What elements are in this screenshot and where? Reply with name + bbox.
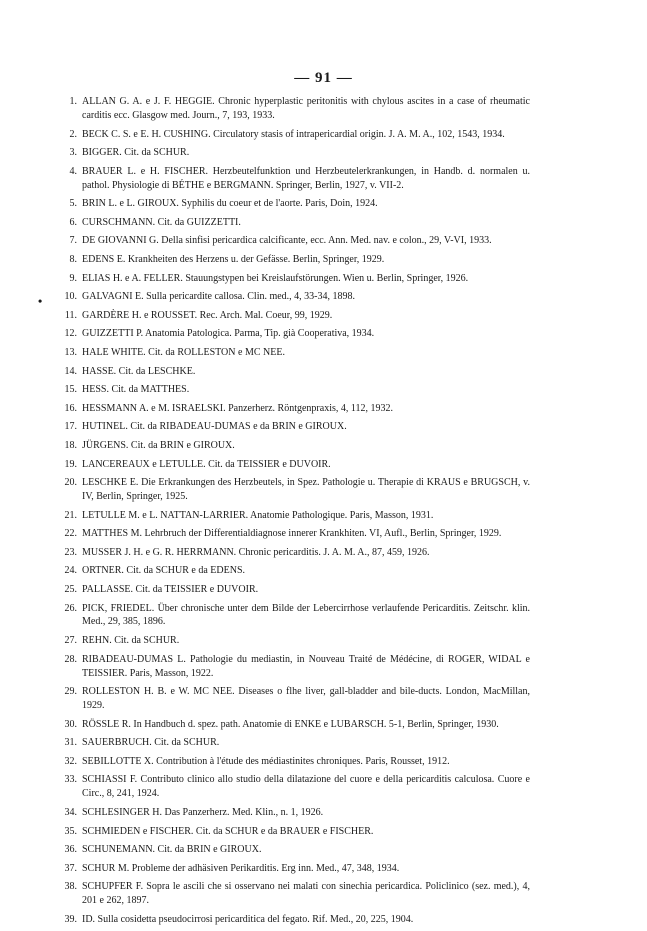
reference-text: ELIAS H. e A. FELLER. Stauungstypen bei Kreislaufstörungen. Wien u. Berlin, Springer, 1926.	[82, 272, 469, 284]
reference-number: 28.	[64, 653, 77, 665]
reference-item	[60, 128, 530, 142]
reference-item	[60, 564, 530, 578]
reference-number: 22.	[64, 528, 77, 540]
reference-item	[60, 146, 530, 160]
reference-text: HASSE. Cit. da LESCHKE.	[82, 365, 196, 377]
reference-text: RÖSSLE R. In Handbuch d. spez. path. Anatomie di ENKE e LUBARSCH. 5-1, Berlin, Springer, 1930.	[82, 718, 499, 730]
reference-item	[60, 634, 530, 648]
reference-item	[60, 509, 530, 523]
reference-number: 4.	[69, 165, 77, 177]
reference-number: 32.	[64, 755, 77, 767]
reference-number: 12.	[64, 328, 77, 340]
reference-item	[60, 309, 530, 323]
reference-item	[60, 653, 530, 681]
reference-text: SCHUPFER F. Sopra le ascili che si osservano nei malati con sinechia pericardica. Policlinico (sez. med.), 4, 201 e 262, 1897.	[82, 881, 530, 907]
reference-number: 20.	[64, 477, 77, 489]
reference-number: 33.	[64, 774, 77, 786]
reference-item	[60, 736, 530, 750]
reference-item	[60, 439, 530, 453]
reference-number: 16.	[64, 402, 77, 414]
reference-number: 24.	[64, 565, 77, 577]
reference-item	[60, 234, 530, 248]
reference-text: ORTNER. Cit. da SCHUR e da EDENS.	[82, 565, 246, 577]
reference-number: 5.	[69, 198, 77, 210]
reference-text: BECK C. S. e E. H. CUSHING. Circulatory stasis of intrapericardial origin. J. A. M. A., 102, 1543, 1934.	[82, 128, 505, 140]
reference-item	[60, 718, 530, 732]
reference-item	[60, 402, 530, 416]
reference-text: GARDÈRE H. e ROUSSET. Rec. Arch. Mal. Coeur, 99, 1929.	[82, 309, 333, 321]
reference-text: HUTINEL. Cit. da RIBADEAU-DUMAS e da BRIN e GIROUX.	[82, 421, 347, 433]
reference-item	[60, 346, 530, 360]
reference-text: HESSMANN A. e M. ISRAELSKI. Panzerherz. Röntgenpraxis, 4, 112, 1932.	[82, 402, 393, 414]
reference-text: LETULLE M. e L. NATTAN-LARRIER. Anatomie Pathologique. Paris, Masson, 1931.	[82, 509, 434, 521]
reference-item	[60, 458, 530, 472]
reference-text: SAUERBRUCH. Cit. da SCHUR.	[82, 737, 220, 749]
reference-text: SEBILLOTTE X. Contribution à l'étude des médiastinites chroniques. Paris, Rousset, 1912.	[82, 755, 450, 767]
reference-number: 2.	[69, 128, 77, 140]
reference-number: 19.	[64, 458, 77, 470]
reference-text: SCHUR M. Probleme der adhäsiven Perikarditis. Erg inn. Med., 47, 348, 1934.	[82, 862, 400, 874]
reference-number: 18.	[64, 439, 77, 451]
reference-item	[60, 95, 530, 123]
reference-number: 15.	[64, 384, 77, 396]
reference-text: MUSSER J. H. e G. R. HERRMANN. Chronic pericarditis. J. A. M. A., 87, 459, 1926.	[82, 546, 430, 558]
reference-text: SCHIASSI F. Contributo clinico allo studio della dilatazione del cuore e della pericarditis calculosa. Cuore e Circ., 8, 241, 1924.	[82, 774, 530, 800]
reference-text: BRAUER L. e H. FISCHER. Herzbeutelfunktion und Herzbeutelerkrankungen, in Handb. d. normalen u. pathol. Physiologie di BÉTHE e BERGMANN. Springer, Berlin, 1927, v. VII-2.	[82, 165, 530, 191]
page-number: — 91 —	[294, 70, 353, 86]
reference-number: 1.	[69, 96, 77, 107]
reference-item	[60, 290, 530, 304]
reference-list	[60, 95, 530, 931]
reference-item	[60, 216, 530, 230]
reference-item	[60, 843, 530, 857]
reference-item	[60, 685, 530, 713]
reference-item	[60, 825, 530, 839]
reference-number: 31.	[64, 737, 77, 749]
reference-item	[60, 527, 530, 541]
reference-text: GALVAGNI E. Sulla pericardite callosa. Clin. med., 4, 33-34, 1898.	[82, 291, 356, 303]
reference-text: REHN. Cit. da SCHUR.	[82, 635, 180, 647]
reference-text: SCHMIEDEN e FISCHER. Cit. da SCHUR e da BRAUER e FISCHER.	[82, 825, 374, 837]
reference-text: MATTHES M. Lehrbruch der Differentialdiagnose innerer Krankhiten. VI, Aufl., Berlin, Springer, 1929.	[82, 528, 502, 540]
reference-item	[60, 253, 530, 267]
reference-item	[60, 773, 530, 801]
reference-number: 13.	[64, 346, 77, 358]
reference-number: 6.	[69, 216, 77, 228]
reference-text: HESS. Cit. da MATTHES.	[82, 384, 190, 396]
reference-number: 25.	[64, 583, 77, 595]
reference-number: 23.	[64, 546, 77, 558]
reference-item	[60, 420, 530, 434]
reference-number: 21.	[64, 509, 77, 521]
reference-number: 30.	[64, 718, 77, 730]
reference-number: 17.	[64, 421, 77, 433]
reference-item	[60, 755, 530, 769]
reference-number: 11.	[64, 309, 77, 321]
reference-text: PICK, FRIEDEL. Über chronische unter dem Bilde der Lebercirrhose verlaufende Pericarditis. Zeitschr. klin. Med., 29, 385, 1896.	[82, 602, 530, 628]
reference-text: GUIZZETTI P. Anatomia Patologica. Parma, Tip. già Cooperativa, 1934.	[82, 328, 375, 340]
reference-text: BRIN L. e L. GIROUX. Syphilis du coeur et de l'aorte. Paris, Doin, 1924.	[82, 198, 378, 210]
reference-item	[60, 197, 530, 211]
reference-text: DE GIOVANNI G. Della sinfisi pericardica calcificante, ecc. Ann. Med. nav. e colon., 29, V-VI, 1933.	[82, 235, 492, 247]
reference-text: BIGGER. Cit. da SCHUR.	[82, 147, 190, 159]
reference-item	[60, 583, 530, 597]
reference-text: SCHUNEMANN. Cit. da BRIN e GIROUX.	[82, 844, 262, 856]
reference-text: SCHLESINGER H. Das Panzerherz. Med. Klin., n. 1, 1926.	[82, 806, 324, 818]
reference-item	[60, 365, 530, 379]
reference-number: 9.	[69, 272, 77, 284]
reference-number: 37.	[64, 862, 77, 874]
reference-text: ROLLESTON H. B. e W. MC NEE. Diseases o flhe liver, gall-bladder and bile-ducts. London, MacMillan, 1929.	[82, 686, 530, 712]
reference-text: HALE WHITE. Cit. da ROLLESTON e MC NEE.	[82, 346, 285, 358]
reference-number: 3.	[69, 147, 77, 159]
reference-text: EDENS E. Krankheiten des Herzens u. der Gefässe. Berlin, Springer, 1929.	[82, 253, 385, 265]
reference-number: 26.	[64, 602, 77, 614]
reference-item	[60, 272, 530, 286]
reference-item	[60, 165, 530, 193]
reference-number: 8.	[69, 253, 77, 265]
reference-item	[60, 806, 530, 820]
reference-number: 14.	[64, 365, 77, 377]
reference-number: 38.	[64, 881, 77, 893]
reference-text: LANCEREAUX e LETULLE. Cit. da TEISSIER e DUVOIR.	[82, 458, 331, 470]
reference-number: 27.	[64, 635, 77, 647]
reference-text: CURSCHMANN. Cit. da GUIZZETTI.	[82, 216, 241, 228]
reference-item	[60, 383, 530, 397]
reference-item	[60, 862, 530, 876]
reference-number: 34.	[64, 806, 77, 818]
reference-number: 35.	[64, 825, 77, 837]
reference-number: 7.	[69, 235, 77, 247]
reference-text: RIBADEAU-DUMAS L. Pathologie du mediastin, in Nouveau Traité de Médécine, di ROGER, WIDAL e TEISSIER. Paris, Masson, 1922.	[82, 653, 530, 679]
reference-item	[60, 602, 530, 630]
reference-item	[60, 880, 530, 908]
reference-text: ALLAN G. A. e J. F. HEGGIE. Chronic hyperplastic peritonitis with chylous ascites in a case of rheumatic carditis ecc. Glasgow med. Journ., 7, 193, 1933.	[82, 96, 530, 121]
reference-item	[60, 476, 530, 504]
reference-item	[60, 546, 530, 560]
reference-number: 39.	[64, 913, 77, 925]
reference-number: 10.	[64, 291, 77, 303]
reference-text: JÜRGENS. Cit. da BRIN e GIROUX.	[82, 439, 235, 451]
reference-text: LESCHKE E. Die Erkrankungen des Herzbeutels, in Spez. Pathologie u. Therapie di KRAUS e BRUGSCH, v. IV, Berlin, Springer, 1925.	[82, 477, 530, 502]
reference-number: 29.	[64, 686, 77, 698]
reference-text: PALLASSE. Cit. da TEISSIER e DUVOIR.	[82, 583, 259, 595]
reference-number: 36.	[64, 844, 77, 856]
reference-item	[60, 327, 530, 341]
reference-item	[60, 913, 530, 927]
margin-mark: •	[38, 294, 43, 308]
reference-text: ID. Sulla cosidetta pseudocirrosi pericarditica del fegato. Rif. Med., 20, 225, 1904.	[82, 913, 414, 925]
